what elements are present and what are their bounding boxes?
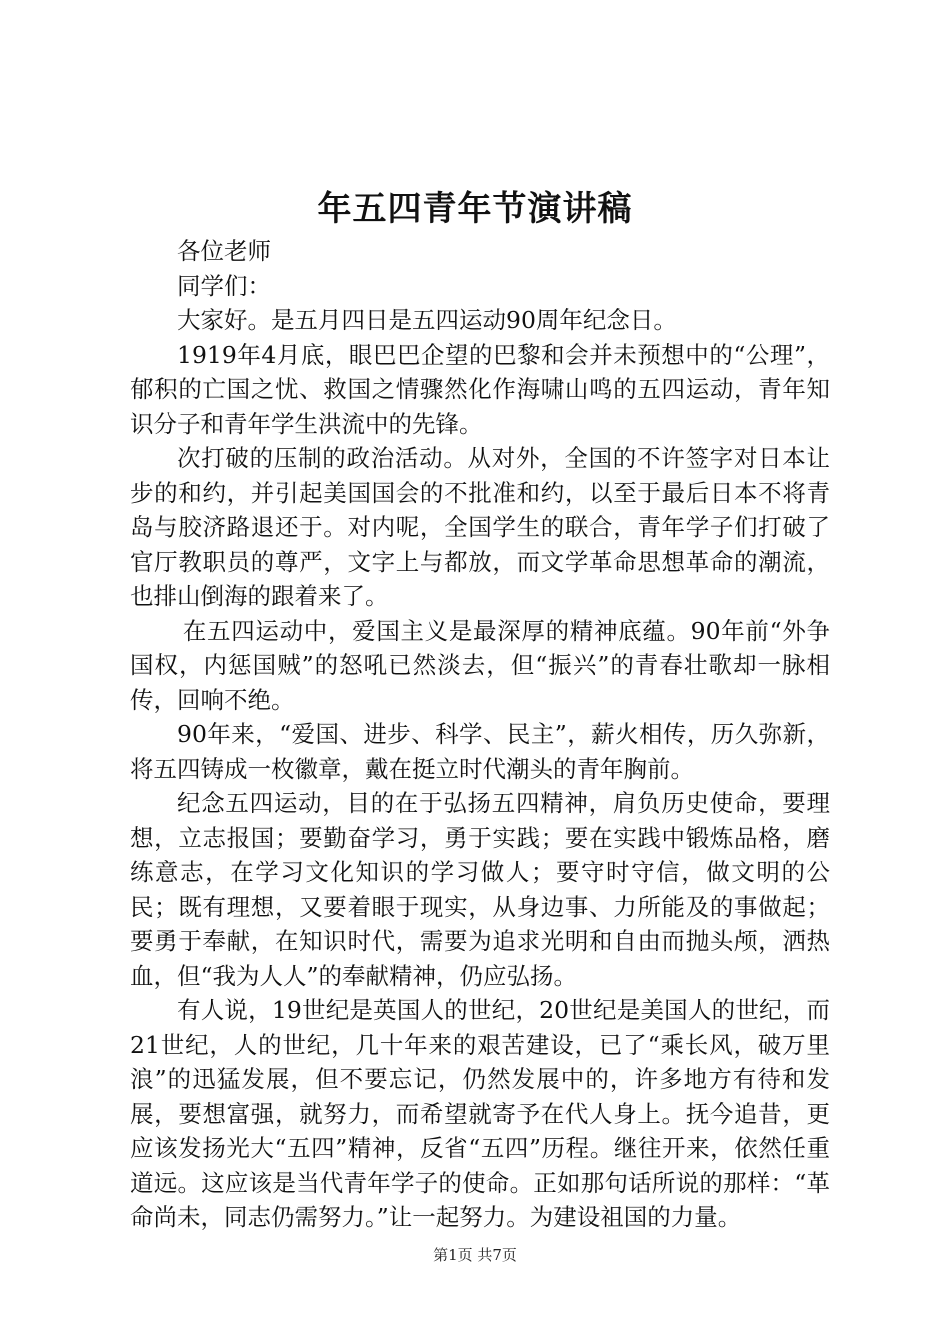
salutation-teachers: 各位老师 bbox=[177, 237, 271, 265]
page-number-footer: 第1页 共7页 bbox=[433, 1246, 517, 1264]
paragraph-90-years: 90年来，“爱国、进步、科学、民主”，薪火相传，历久弥新，将五四铸成一枚徽章，戴在挺立时代潮头的青年胸前。 bbox=[130, 720, 830, 783]
paragraph-commemorate: 纪念五四运动，目的在于弘扬五四精神，肩负历史使命，要理想，立志报国；要勤奋学习，勇于实践；要在实践中锻炼品格，磨练意志，在学习文化知识的学习做人；要守时守信，做文明的公民；既有理想，又要着眼于现实，从身边事、力所能及的事做起；要勇于奉献，在知识时代，需要为追求光明和自由而抛头颅，洒热血，但“我为人人”的奉献精神，仍应弘扬。 bbox=[130, 789, 830, 990]
paragraph-1919: 1919年4月底，眼巴巴企望的巴黎和会并未预想中的“公理”，郁积的亡国之忧、救国之情骤然化作海啸山鸣的五四运动，青年知识分子和青年学生洪流中的先锋。 bbox=[130, 340, 830, 438]
paragraph-patriotism: 在五四运动中，爱国主义是最深厚的精神底蕴。90年前“外争国权，内惩国贼”的怒吼已然淡去，但“振兴”的青春壮歌却一脉相传，回响不绝。 bbox=[130, 616, 830, 714]
paragraph-greeting: 大家好。是五月四日是五四运动90周年纪念日。 bbox=[177, 306, 677, 334]
salutation-students: 同学们： bbox=[177, 271, 271, 300]
document-title: 年五四青年节演讲稿 bbox=[317, 189, 633, 229]
paragraph-century: 有人说，19世纪是英国人的世纪，20世纪是美国人的世纪，而21世纪，人的世纪，几十年来的艰苦建设，已了“乘长风，破万里浪”的迅猛发展，但不要忘记，仍然发展中的，许多地方有待和发展，要想富强，就努力，而希望就寄予在代人身上。抚今追昔，更应该发扬光大“五四”精神，反省“五四”历程。继往开来，依然任重道远。这应该是当代青年学子的使命。正如那句话所说的那样：“革命尚未，同志仍需努力。”让一起努力。为建设祖国的力量。 bbox=[130, 996, 830, 1231]
document-body bbox=[130, 234, 830, 1235]
paragraph-political-activity: 次打破的压制的政治活动。从对外，全国的不许签字对日本让步的和约，并引起美国国会的不批准和约，以至于最后日本不将青岛与胶济路退还于。对内呢，全国学生的联合，青年学子们打破了官厅教职员的尊严，文字上与都放，而文学革命思想革命的潮流，也排山倒海的跟着来了。 bbox=[130, 444, 830, 610]
